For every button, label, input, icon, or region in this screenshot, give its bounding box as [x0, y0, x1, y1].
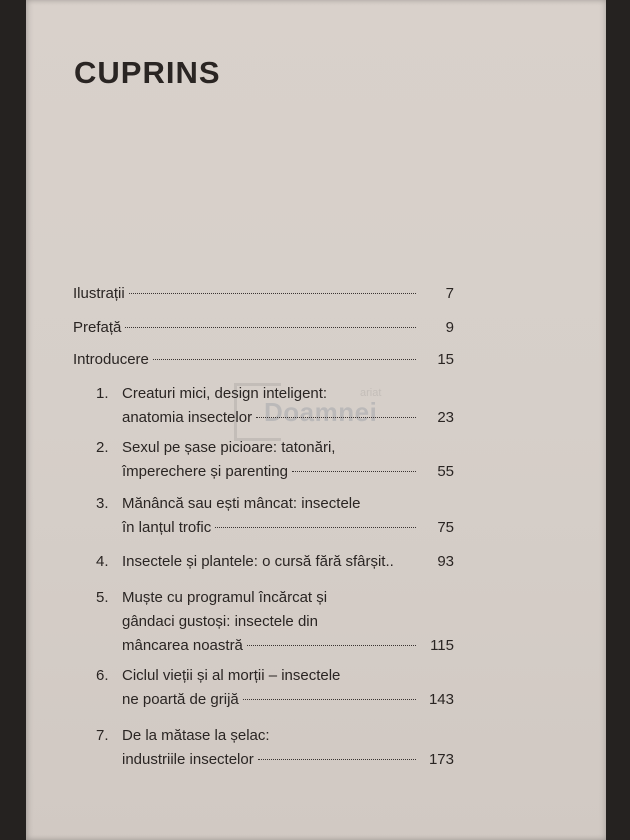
chapter-title-line: industriile insectelor [122, 751, 254, 768]
toc-entry-ilustratii [73, 282, 454, 306]
chapter-title-line: Insectele și plantele: o cursă fără sfârșit.. [122, 553, 394, 570]
leader-dots [243, 699, 416, 700]
chapter-number: 1. [96, 385, 109, 402]
watermark-text: Doamnei [264, 397, 378, 427]
chapter-title-line: anatomia insectelor [122, 409, 253, 426]
toc-chapter-2 [96, 436, 454, 484]
toc-page-number: 23 [437, 409, 454, 426]
toc-chapter-7 [96, 724, 454, 772]
toc-chapter-3 [96, 492, 454, 540]
chapter-number: 6. [96, 667, 109, 684]
chapter-title-line: De la mătase la șelac: [122, 727, 270, 744]
leader-dots [125, 327, 416, 328]
chapter-title-line: gândaci gustoși: insectele din [122, 613, 318, 630]
leader-dots [256, 417, 416, 418]
toc-chapter-5 [96, 586, 454, 658]
toc-chapter-6 [96, 664, 454, 712]
toc-entry-label: Prefață [73, 319, 122, 336]
chapter-title-line: ne poartă de grijă [122, 691, 239, 708]
page-title: CUPRINS [74, 55, 221, 90]
toc-entry-prefata [73, 316, 454, 340]
toc-chapter-1 [96, 382, 454, 430]
chapter-number: 3. [96, 495, 109, 512]
table-of-contents [26, 0, 606, 840]
toc-page-number: 173 [428, 751, 454, 768]
chapter-title-line: Mănâncă sau ești mâncat: insectele [122, 495, 361, 512]
toc-chapter-4 [96, 550, 454, 574]
chapter-number: 5. [96, 589, 109, 606]
toc-page-number: 15 [437, 351, 454, 368]
book-page [26, 0, 606, 840]
leader-dots [292, 471, 416, 472]
toc-page-number: 9 [445, 319, 454, 336]
toc-page-number: 143 [428, 691, 454, 708]
toc-page-number: 93 [437, 553, 454, 570]
leader-dots [215, 527, 416, 528]
chapter-title-line: Sexul pe șase picioare: tatonări, [122, 439, 336, 456]
chapter-number: 4. [96, 553, 109, 570]
chapter-title-line: mâncarea noastră [122, 637, 243, 654]
toc-page-number: 115 [430, 637, 454, 654]
toc-page-number: 55 [437, 463, 454, 480]
chapter-title-line: în lanțul trofic [122, 519, 212, 536]
leader-dots [153, 359, 416, 360]
chapter-title-line: împerechere și parenting [122, 463, 288, 480]
chapter-number: 2. [96, 439, 109, 456]
chapter-number: 7. [96, 727, 109, 744]
chapter-title-line: Muște cu programul încărcat și [122, 589, 328, 606]
toc-page-number: 75 [437, 519, 454, 536]
leader-dots [247, 645, 416, 646]
toc-entry-label: Ilustrații [73, 285, 125, 302]
chapter-title-line: Creaturi mici, design inteligent: [122, 385, 328, 402]
toc-page-number: 7 [445, 285, 454, 302]
chapter-title-line: Ciclul vieții și al morții – insectele [122, 667, 341, 684]
toc-entry-introducere [73, 348, 454, 372]
toc-entry-label: Introducere [73, 351, 149, 368]
watermark-small-text: ariat [360, 387, 382, 399]
leader-dots [258, 759, 416, 760]
leader-dots [129, 293, 416, 294]
